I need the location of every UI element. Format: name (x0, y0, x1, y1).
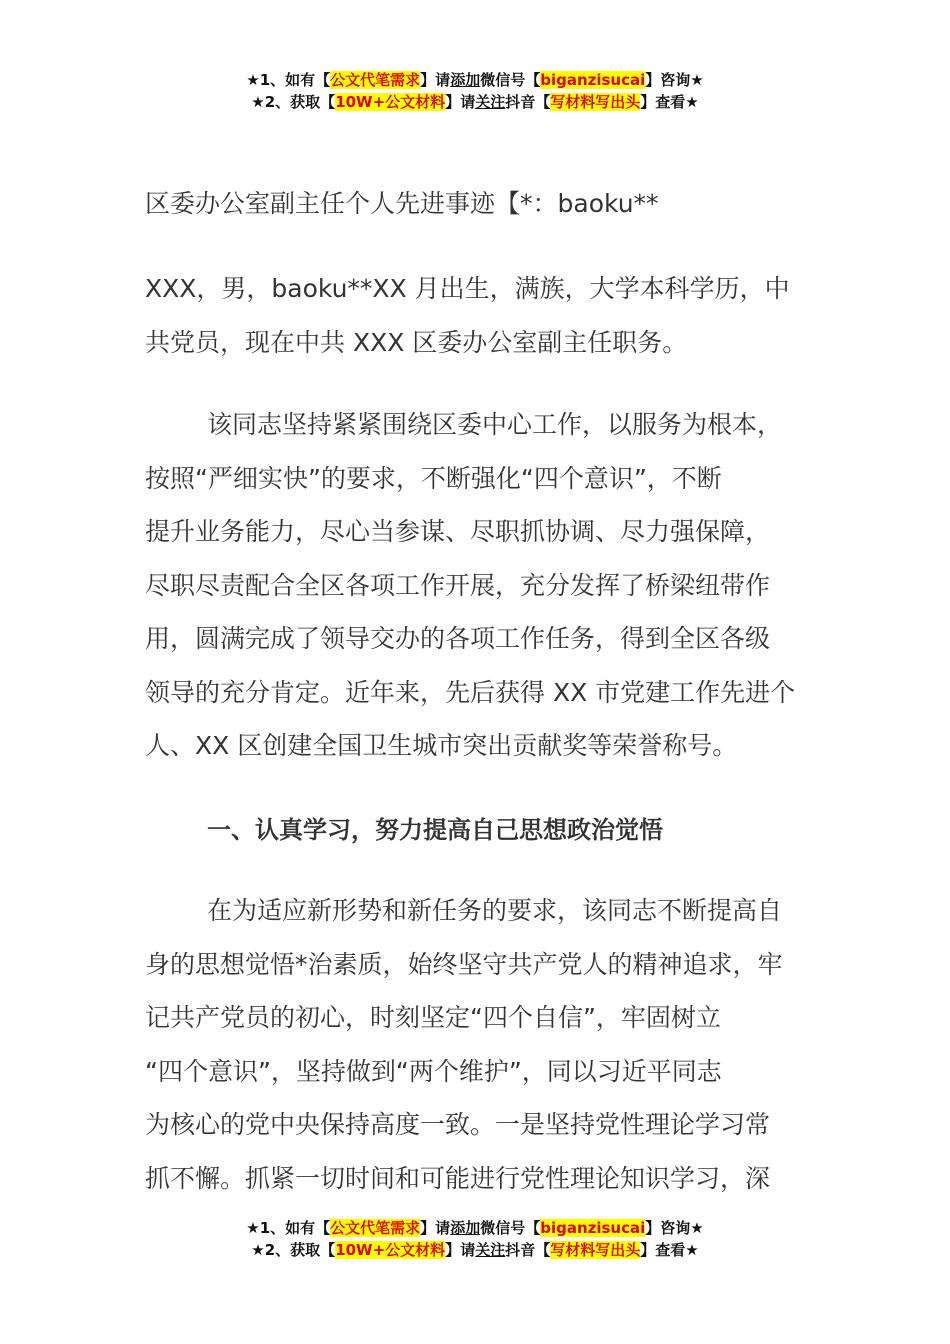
paragraph-line: 身的思想觉悟*治素质，始终坚守共产党人的精神追求，牢 (145, 949, 783, 979)
banner-text: 】请 (445, 93, 476, 111)
footer-banner (0, 1217, 950, 1261)
banner-underline: 添加 (450, 71, 481, 89)
banner-text: 】查看★ (640, 1241, 699, 1259)
banner-text: 微信号【 (480, 71, 541, 89)
paragraph-line: 为核心的党中央保持高度一致。一是坚持党性理论学习常 (145, 1110, 771, 1139)
banner-text: 】请 (420, 71, 451, 89)
paragraph-line: “四个意识”，坚持做到“两个维护”，同以习近平同志 (145, 1056, 722, 1086)
paragraph-line: 在为适应新形势和新任务的要求，该同志不断提高自 (207, 896, 783, 925)
banner-text: ★2、获取【 (251, 1241, 336, 1259)
banner-highlight: biganzisucai (540, 71, 646, 89)
banner-line-2 (0, 91, 950, 113)
banner-underline: 关注 (475, 93, 506, 111)
banner-text: 抖音【 (505, 93, 551, 111)
banner-underline: 关注 (475, 1241, 506, 1259)
header-banner (0, 69, 950, 113)
banner-text: 】请 (445, 1241, 476, 1259)
paragraph-line: 领导的充分肯定。近年来，先后获得 XX 市党建工作先进个 (145, 677, 796, 707)
intro-paragraph (145, 398, 805, 773)
banner-text: 】咨询★ (645, 71, 704, 89)
paragraph-line: 共党员，现在中共 XXX 区委办公室副主任职务。 (145, 327, 688, 357)
paragraph-line: 用，圆满完成了领导交办的各项工作任务，得到全区各级 (145, 624, 771, 653)
banner-highlight: 公文代笔需求 (330, 71, 421, 89)
section-paragraph (145, 884, 805, 1205)
banner-line-1 (0, 1217, 950, 1239)
paragraph-line: 抓不懈。抓紧一切时间和可能进行党性理论知识学习，深 (145, 1163, 771, 1193)
paragraph-line: 提升业务能力，尽心当参谋、尽职抓协调、尽力强保障， (145, 517, 771, 546)
banner-text: ★1、如有【 (246, 1219, 331, 1237)
banner-highlight: 10W+公文材料 (335, 1241, 446, 1259)
section-heading: 一、认真学习，努力提高自己思想政治觉悟 (207, 816, 663, 844)
banner-text: 】请 (420, 1219, 451, 1237)
banner-highlight: 写材料写出头 (550, 93, 641, 111)
banner-highlight: 写材料写出头 (550, 1241, 641, 1259)
paragraph-line: 记共产党员的初心，时刻坚定“四个自信”，牢固树立 (145, 1003, 721, 1032)
paragraph-line: XXX，男，baoku**XX 月出生，满族，大学本科学历，中 (145, 274, 790, 303)
banner-highlight: 公文代笔需求 (330, 1219, 421, 1237)
paragraph-line: 按照“严细实快”的要求，不断强化“四个意识”，不断 (145, 463, 722, 493)
banner-highlight: biganzisucai (540, 1219, 646, 1237)
banner-text: 】咨询★ (645, 1219, 704, 1237)
paragraph-line: 尽职尽责配合全区各项工作开展，充分发挥了桥梁纽带作 (145, 570, 771, 600)
paragraph-line: 人、XX 区创建全国卫生城市突出贡献奖等荣誉称号。 (145, 731, 738, 760)
banner-line-2 (0, 1239, 950, 1261)
banner-underline: 添加 (450, 1219, 481, 1237)
banner-text: ★1、如有【 (246, 71, 331, 89)
paragraph-line: 该同志坚持紧紧围绕区委中心工作，以服务为根本， (207, 410, 783, 439)
bio-paragraph (145, 262, 805, 369)
banner-highlight: 10W+公文材料 (335, 93, 446, 111)
banner-text: 】查看★ (640, 93, 699, 111)
banner-line-1 (0, 69, 950, 91)
banner-text: 微信号【 (480, 1219, 541, 1237)
document-title: 区委办公室副主任个人先进事迹【*：baoku** (145, 189, 659, 218)
banner-text: ★2、获取【 (251, 93, 336, 111)
banner-text: 抖音【 (505, 1241, 551, 1259)
